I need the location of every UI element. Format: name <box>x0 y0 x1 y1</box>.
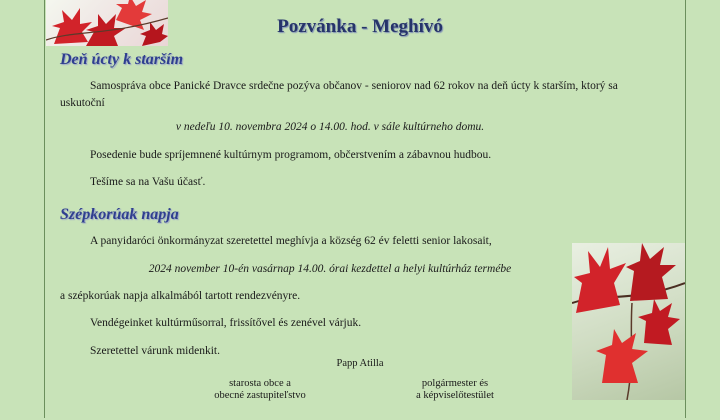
maple-leaves-photo-side <box>572 243 685 400</box>
sk-paragraph-1-cont: uskutoční <box>60 97 105 109</box>
hu-event-date: 2024 november 10-én vasárnap 14.00. órai kezdettel a helyi kultúrház termébe <box>148 263 512 275</box>
heading-slovak: Deň úcty k starším <box>60 51 184 68</box>
hu-paragraph-4: Szeretettel várunk midenkit. <box>90 345 220 357</box>
signature-name: Papp Atilla <box>336 358 384 369</box>
signature-left-line-1: starosta obce a <box>229 378 291 389</box>
signature-left-line-2: obecné zastupiteľstvo <box>214 390 306 401</box>
sk-paragraph-1: Samospráva obce Panické Dravce srdečne pozýva občanov - seniorov nad 62 rokov na deň úcty k starším, ktorý sa <box>90 80 618 92</box>
signature-right-line-2: a képviselőtestület <box>416 390 494 401</box>
hu-paragraph-1: A panyidaróci önkormányzat szeretettel meghívja a község 62 év feletti senior lakosait, <box>90 235 492 247</box>
heading-hungarian: Szépkorúak napja <box>60 206 179 223</box>
sk-paragraph-3: Tešíme sa na Vašu účasť. <box>90 176 206 188</box>
signature-right-line-1: polgármester és <box>421 378 489 389</box>
hu-paragraph-2: a szépkorúak napja alkalmából tartott rendezvényre. <box>60 290 301 302</box>
sk-event-date: v nedeľu 10. novembra 2024 o 14.00. hod. v sále kultúrneho domu. <box>175 121 485 133</box>
hu-paragraph-3: Vendégeinket kultúrműsorral, frissítővel és zenével várjuk. <box>90 317 362 329</box>
sk-paragraph-2: Posedenie bude spríjemnené kultúrnym programom, občerstvením a zábavnou hudbou. <box>90 149 492 161</box>
page-title: Pozvánka - Meghívó <box>277 16 443 37</box>
